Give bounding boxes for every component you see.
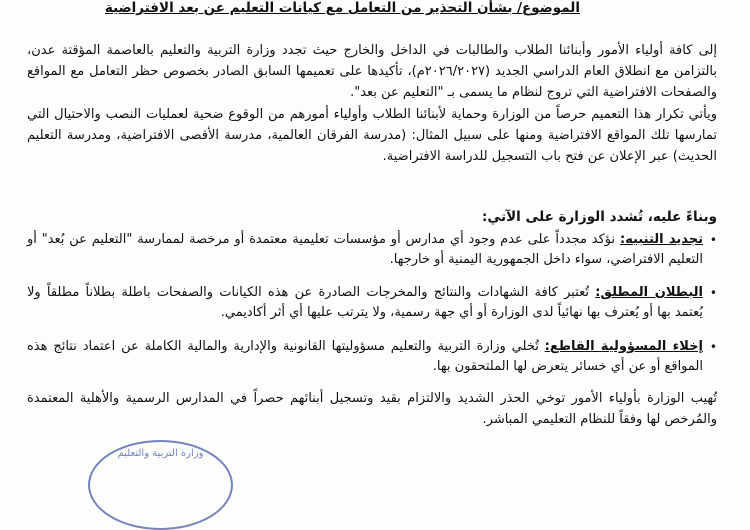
official-stamp [88,440,233,530]
directive-text: نؤكد مجدداً على عدم وجود أي مدارس أو مؤسسات تعليمية معتمدة أو مرخصة لممارسة "التعليم عن بُعد" أو التعليم الافتراضي، سواء داخل الجمهورية اليمنية أو خارجها. [27,232,703,267]
directives-intro: وبناءً عليه، تُشدد الوزارة على الآتي: [481,209,717,225]
directive-text: تُعتبر كافة الشهادات والنتائج والمخرجات الصادرة عن هذه الكيانات والصفحات باطلة بطلاناً مطلقاً ولا يُعتمد بها أو يُعترف بها نهائياً لدى الوزارة أو أي جهة رسمية، ولا يترتب عليها أي أثر أكاديمي. [27,285,703,320]
directive-item [27,337,717,377]
bullet-icon: • [709,286,717,300]
bullet-icon: • [709,340,717,354]
paragraph-3: تُهيب الوزارة بأولياء الأمور توخي الحذر الشديد والالتزام بقيد وتسجيل أبنائهم حصراً في المدارس الرسمية والأهلية المعتمدة والمُرخص لها وفقاً للنظام التعليمي المباشر. [27,391,717,427]
paragraph-1: إلى كافة أولياء الأمور وأبنائنا الطلاب والطالبات في الداخل والخارج حيث تجدد وزارة التربية والتعليم بالعاصمة المؤقتة عدن، بالتزامن مع انطلاق العام الدراسي الجديد (٢٠٢٦/٢٠٢٧م)، تأكيدها على تعميمها السابق الصادر بخصوص حظر التعامل مع المواقع والصفحات الافتراضية التي تروج لنظام ما يسمى بـ "التعليم عن بعد". [27,43,717,100]
directive-item [27,230,717,270]
stamp-text: وزارة التربية والتعليم [117,448,204,459]
directive-item [27,283,717,323]
directive-text: تُخلي وزارة التربية والتعليم مسؤوليتها القانونية والإدارية والمالية الكاملة عن اعتماد نتائج هذه المواقع أو عن أي خسائر يتعرض لها الملتحقون بها. [27,339,703,374]
directive-term: البطلان المطلق: [595,285,703,300]
directive-term: إخلاء المسؤولية القاطع: [544,339,703,354]
bullet-icon: • [709,233,717,247]
paragraph-2: ويأتي تكرار هذا التعميم حرصاً من الوزارة وحماية لأبنائنا الطلاب وأولياء أمورهم من الوقوع ضحية لعمليات النصب والاحتيال التي تمارسها تلك المواقع الافتراضية ومنها على سبيل المثال: (مدرسة الفرقان العالمية، مدرسة الأقصى الافتراضية، ومدرسة التعليم الحديث) عبر الإعلان عن فتح باب التسجيل للدراسة الافتراضية. [27,107,717,164]
subject-heading: الموضوع/ بشأن التحذير من التعامل مع كيانات التعليم عن بعد الافتراضية [104,0,580,16]
directive-term: تجديد التنبيه: [619,232,703,247]
